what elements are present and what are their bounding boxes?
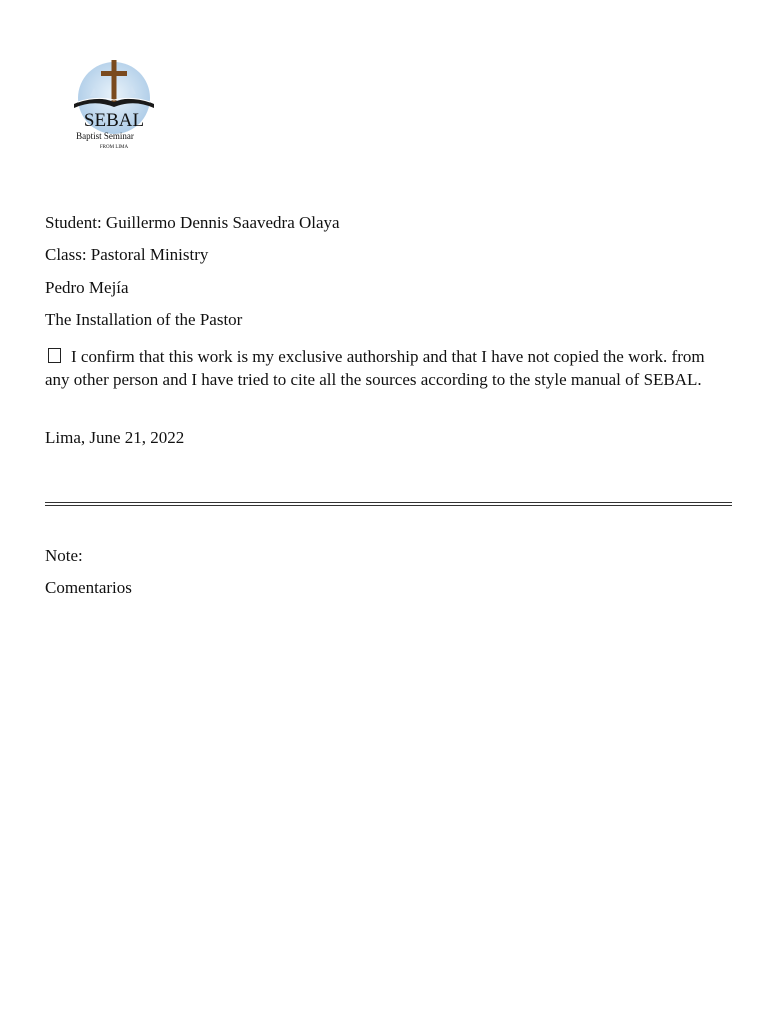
divider-bottom [45,505,732,506]
class-name: Class: Pastoral Ministry [45,245,209,264]
authorship-checkbox[interactable] [48,348,61,363]
comments-label: Comentarios [45,578,132,597]
logo-subtitle: Baptist Seminar [76,131,134,141]
student-name: Student: Guillermo Dennis Saavedra Olaya [45,213,340,232]
teacher-name: Pedro Mejía [45,278,129,297]
authorship-declaration [45,345,705,391]
place-date: Lima, June 21, 2022 [45,428,185,447]
sebal-logo [70,58,158,158]
note-label: Note: [45,546,83,565]
logo-location: FROM LIMA [99,145,129,150]
declaration-text: I confirm that this work is my exclusive authorship and that I have not copied the work. from any other person and I have tried to cite all the sources according to the style manual of SEBAL. [45,347,705,389]
divider-top [45,502,732,503]
logo-name: SEBAL [83,110,145,131]
assignment-title: The Installation of the Pastor [45,310,243,329]
